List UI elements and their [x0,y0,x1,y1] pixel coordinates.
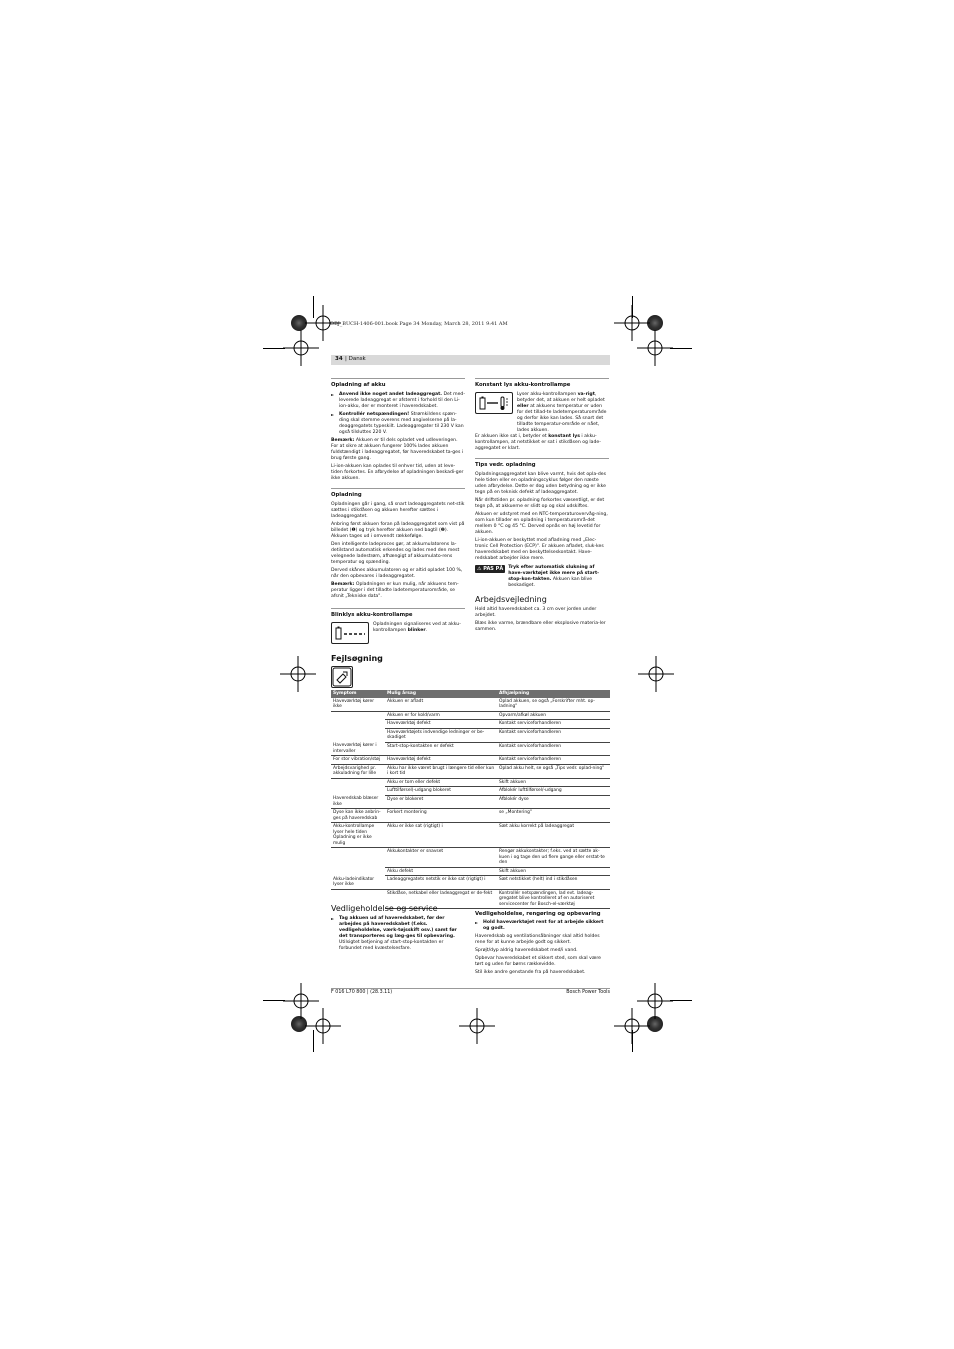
section-heading-constant-light: Konstant lys akku-kontrollampe [475,378,609,388]
remedy-cell: Skift akkuen [497,778,610,787]
paragraph: Li-ion-akkuen kan oplades til enhver tid, uden at leve-tiden forkortes. En afbrydelse af opladningen beskadi-ger ikke akkuen. [331,464,464,481]
remedy-cell: Afblokér dyse [497,795,610,809]
trim-line [670,348,692,349]
symptom-cell [331,728,385,742]
remedy-cell: Oplad akkuen, se også „Forskrifter mht. op-ladning" [497,698,610,712]
crop-mark-icon [459,1008,495,1044]
paragraph: Er akkuen ikke sat i, betyder et konstant lys i akku-kontrollampen, at netstikket er sat i stikdåsen og lade-aggregatet er klart. [475,434,601,451]
cause-cell: Haveværktøj defekt [385,720,497,729]
blink-text: Opladningen signaliseres ved at akku-kontrollampen blinker. [373,622,461,633]
section-heading-charging: Opladning af akku [331,378,465,388]
remedy-cell: Kontakt serviceforhandleren [497,742,610,756]
cause-cell: Akkuen er afladt [385,698,497,712]
page-header [331,355,610,365]
remedy-cell: Kontakt serviceforhandleren [497,756,610,765]
crop-mark-icon [638,656,674,692]
footer-doc-number: F 016 L70 800 | (28.3.11) [331,990,393,995]
warning-block [475,565,609,589]
lamp-thermometer-icon [475,392,513,414]
table-row [331,809,610,823]
symptom-cell [331,720,385,729]
crop-mark-icon [637,330,673,366]
paragraph: Derved skånes akkumulatoren og er altid opladet 100 %, når den opbevares i ladeaggregatet. [331,568,463,579]
paragraph: Den intelligente ladeproces gør, at akkumulatorens la-detilstand automatisk erkendes og lades med den mest velegnede ladestrøm, afhængigt af akkumulato-rens temperatur og spænding. [331,542,460,565]
trim-line [632,296,633,318]
bullet-keep-clean: ► Hold haveværktøjet rent for at arbejde sikkert og godt. [475,920,609,932]
column-header: Mulig årsag [385,690,497,698]
troubleshooting-icon [331,666,353,688]
constant-light-text: Lyser akku-kontrollampen va-rigt, betyder det, at akkuen er helt opladet eller at akkuens temperatur er uden for det tillad-te ladetemperaturområde og derfor ikke kan lades. Så snart det tilladte temperatur-område er nået, lades akkuen. [517,392,607,433]
table-row [331,756,610,765]
table-row [331,728,610,742]
remedy-cell: Sæt netstikket (helt) ind i stikdåsen [497,876,610,890]
section-heading-cleaning: Vedligeholdelse, rengøring og opbevaring [475,911,601,917]
section-heading-opladning: Opladning [331,488,465,498]
warning-text: Tryk efter automatisk slukning af have-værktøjet ikke mere på start-stop-kon-takten. Akkuen kan blive beskadiget. [508,565,600,588]
column-header: Afhjælpning [497,690,610,698]
cause-cell: Start-stop-kontakten er defekt [385,742,497,756]
paragraph: Anbring først akkuen foran på ladeaggregatet som vist på billedet (❶) og tryk herefter akkuen ned bagtil (❷). Akkuen tages ud i omvendt rækkefølge. [331,522,465,539]
table-row [331,867,610,876]
remedy-cell: Skift akkuen [497,867,610,876]
cause-cell: Akku er ikke sat (rigtigt) i [385,823,497,848]
bullet-voltage: ► Kontrollér netspændingen! Strømkildens spæn-ding skal stemme overens med angivelserne på la-deaggregatets typeskilt. Ladeaggregater til 230 V kan også tilsluttes 220 V. [331,412,465,436]
cause-cell: Akkuen er for kold/varm [385,711,497,720]
symptom-cell [331,848,385,868]
table-row [331,848,610,868]
symptom-cell: For stor vibration/støj [331,756,385,765]
paragraph: Haveredskab og ventilationsåbninger skal altid holdes rene for at kunne arbejde godt og sikkert. [475,934,600,945]
symptom-cell [331,778,385,787]
remedy-cell: Kontakt serviceforhandleren [497,728,610,742]
book-info-line: OBJ_BUCH-1406-001.book Page 34 Monday, March 28, 2011 9:41 AM [330,321,508,327]
paragraph: Hold altid haveredskabet ca. 3 cm over jorden under arbejdet. [475,607,597,618]
cause-cell: Dyse er blokeret [385,795,497,809]
left-column [331,372,465,688]
blink-block [331,622,465,644]
symptom-cell: Arbejdsvarighed pr. akkuladning for lille [331,764,385,778]
cause-cell: Haveværktøjets indvendige ledninger er be-skadiget [385,728,497,742]
cause-cell: Haveværktøj defekt [385,756,497,765]
crop-mark-icon [305,1008,341,1044]
trim-line [313,296,314,318]
bullet-remove-battery: ► Tag akkuen ud af haveredskabet, før der arbejdes på haveredskabet (f.eks. vedligeholdelse, værk-tøjsskift osv.) samt før det transporteres og læg-ges til opbevaring. Utilsigtet betjening af start-stop-kontakten er forbundet med kvæstelsesfare. [331,916,465,952]
cause-cell: Akku er tom eller defekt [385,778,497,787]
paragraph: Opbevar haveredskabet et sikkert sted, som skal være tørt og uden for børns rækkevidde. [475,956,602,967]
remedy-cell: Rengør akkukontakter; f.eks. ved at sætte ak-kuen i og tage den ud flere gange eller erstat-te den [497,848,610,868]
paragraph: Li-ion-akkuen er beskyttet mod afladning med „Elec-tronic Cell Protection (ECP)". Er akkuen afladet, sluk-kes haveredskabet med en beskyttelseskontakt. Have-redskabet arbejder ikke mere. [475,538,604,561]
paragraph: Opladningen går i gang, så snart ladeaggregatets net-stik sættes i stikdåsen og akkuen herefter sættes i ladeaggregatet. [331,502,465,519]
crop-mark-icon [283,330,319,366]
table-body [331,698,610,909]
note-paragraph: Bemærk: Opladningen er kun mulig, når akkuens tem-peratur ligger i det tilladte ladetemperaturområde, se afsnit „Tekniske data". [331,582,459,599]
remedy-cell: Kontakt serviceforhandleren [497,720,610,729]
remedy-cell: Sæt akku korrekt på ladeaggregat [497,823,610,848]
section-heading-work-instructions: Arbejdsvejledning [475,595,547,604]
bullet-charger: ► Anvend ikke noget andet ladeaggregat. Det med-leverede ladeaggregat er afstemt i forhold til den Li-ion-akku, der er monteret i haveredskabet. [331,392,465,410]
paragraph: Blæs ikke varme, brændbare eller eksplosive materia-ler sammen. [475,621,606,632]
troubleshooting-table [331,690,610,909]
table-row [331,823,610,848]
paragraph: Opladningsaggregatet kan blive varmt, hvis det opla-des hele tiden eller en opladningscyklus følger den næste uden afbrydelse. Dette er dog uden betydning og er ikke tegn på en teknisk defekt af ladeaggregatet. [475,472,606,495]
table-row [331,764,610,778]
paragraph: Stil ikke andre genstande fra på haveredskabet. [475,970,586,975]
right-column [475,372,609,635]
symptom-cell [331,867,385,876]
table-row [331,720,610,729]
trim-line [632,1030,633,1052]
cause-cell: Akkukontakter er snavset [385,848,497,868]
table-row [331,698,610,712]
cause-cell: Akku har ikke været brugt i længere tid eller kun i kort tid [385,764,497,778]
remedy-cell: Oplad akku helt, se også „Tips vedr. oplad-ning" [497,764,610,778]
symptom-cell: Akku-kontrollampe lyser hele tiden Opladning er ikke mulig [331,823,385,848]
symptom-cell: Dyse kan ikke anbrin-ges på haveredskab [331,809,385,823]
paragraph: Når driftstiden pr. opladning forkortes væsentligt, er det tegn på, at akkuerne er slidt op og skal udskiftes. [475,498,605,509]
table-row [331,742,610,756]
symptom-cell: Akku-ladeindikator lyser ikke [331,876,385,890]
symptom-cell: Haveværktøj kører ikke [331,698,385,712]
page-number: 34 [335,356,343,362]
symptom-cell: Haveværktøj kører i intervaller [331,742,385,756]
constant-light-block [475,392,609,434]
cause-cell: Lufttilførsel(-udgang blokeret [385,787,497,796]
remedy-cell: se „Montering" [497,809,610,823]
footer-rule [331,988,610,989]
section-heading-blink: Blinklys akku-kontrollampe [331,608,465,618]
table-row [331,787,610,796]
cause-cell: Ladeaggregatets netstik er ikke sat (rigtigt) i [385,876,497,890]
remedy-cell: Kontrollér netspændingen, lad evt. ladeag-gregatet blive kontrolleret af en autoriseret servicecenter for Bosch-el-værktøj [497,889,610,909]
symptom-cell: Haveredskab blæser ikke [331,795,385,809]
cause-cell: Stikdåse, netkabel eller ladeaggregat er de-fekt [385,889,497,909]
trim-line [670,1000,692,1001]
table-row [331,778,610,787]
section-heading-tips: Tips vedr. opladning [475,458,609,468]
blinking-lamp-icon [331,622,369,644]
footer-brand: Bosch Power Tools [566,990,610,995]
table-header-row [331,690,610,698]
cause-cell: Forkert montering [385,809,497,823]
column-header: Symptom [331,690,385,698]
table-row [331,711,610,720]
paragraph: Sprøjt/dyp aldrig haveredskabet med/i vand. [475,948,578,953]
maintenance-left [331,906,465,954]
warning-badge: ⚠ PAS PÅ [477,566,504,572]
trim-line [263,1000,285,1001]
section-heading-maintenance: Vedligeholdelse og service [331,904,438,913]
symptom-cell [331,711,385,720]
trim-line [313,1030,314,1052]
symptom-cell [331,787,385,796]
table-row [331,795,610,809]
remedy-cell: Opvarm/afkøl akkuen [497,711,610,720]
paragraph: Akkuen er udstyret med en NTC-temperaturovervåg-ning, som kun tillader en opladning i temperaturområ-det mellem 0 °C og 45 °C. Derved opnås en høj levetid for akkuen. [475,512,608,535]
table-row [331,876,610,890]
maintenance-right [475,911,609,978]
trim-line [263,348,285,349]
page-language: | Dansk [345,356,366,362]
section-heading-troubleshooting: Fejlsøgning [331,654,383,663]
cause-cell: Akku defekt [385,867,497,876]
note-paragraph: Bemærk: Akkuen er til dels opladet ved udleveringen. For at sikre at akkuen fungerer 100% lades akkuen fuldstændigt i ladeaggregatet, før haveredskabet ta-ges i brug første gang. [331,438,464,461]
crop-mark-icon [280,656,316,692]
remedy-cell: Afblokér lufttilførsel/-udgang [497,787,610,796]
